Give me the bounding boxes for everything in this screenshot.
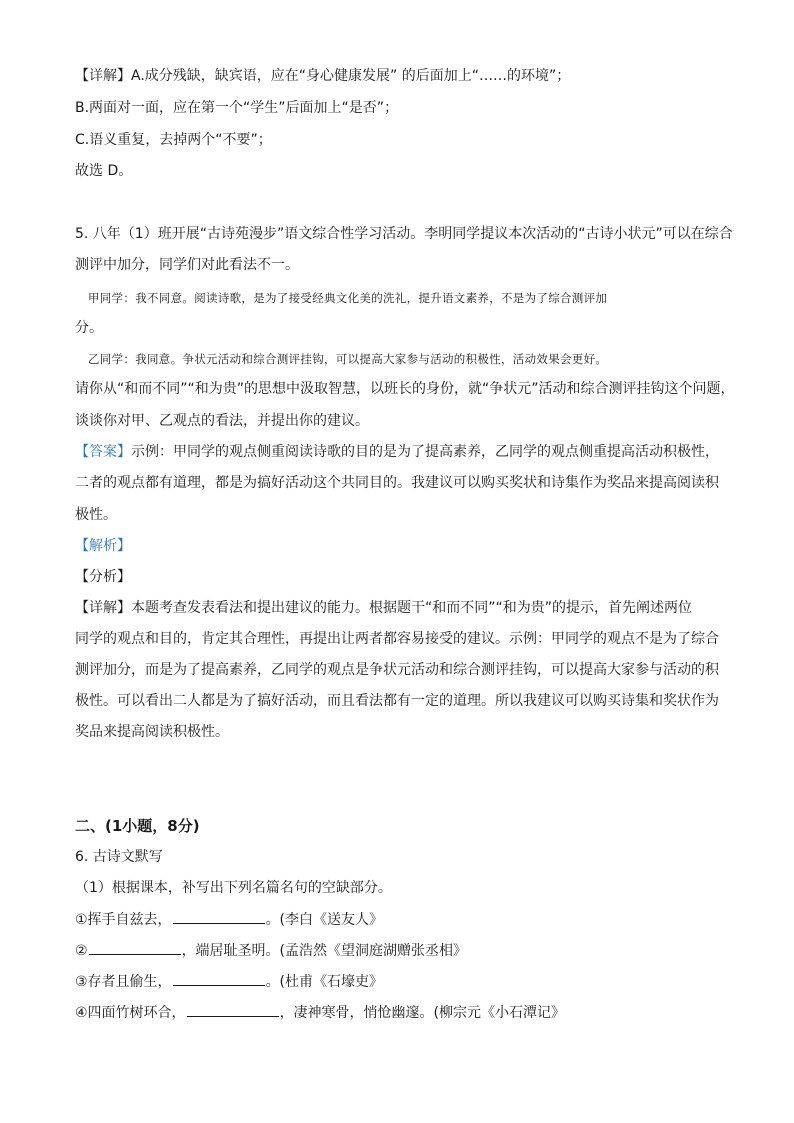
fenxi-label: 【分析】 xyxy=(75,569,131,585)
q5-ask-line-2: 谈谈你对甲、乙观点的看法，并提出你的建议。 xyxy=(75,413,369,429)
item-1-suffix: 。(李白《送友人》 xyxy=(265,912,384,928)
item-2-suffix: ，端居耻圣明。(孟浩然《望洞庭湖赠张丞相》 xyxy=(181,943,468,959)
q6-item-4 xyxy=(75,1002,565,1023)
q4-detail-a xyxy=(75,66,570,86)
item-4-suffix: ，凄神寒骨，悄怆幽邃。(柳宗元《小石潭记》 xyxy=(279,1005,566,1021)
q5-detail-line-4: 极性。可以看出二人都是为了搞好活动，而且看法都有一定的道理。所以我建议可以购买诗集和奖状作为 xyxy=(75,693,719,709)
q5-stem-line-1: 5. 八年（1）班开展“古诗苑漫步”语文综合性学习活动。李明同学提议本次活动的“古诗小状元”可以在综合 xyxy=(75,226,733,242)
q4-choice-text: 故选 D。 xyxy=(75,163,133,179)
q5-answer-line-3: 极性。 xyxy=(75,507,117,523)
q5-detail-line-1 xyxy=(75,598,692,618)
section-heading: 二、(1小题，8分) xyxy=(75,817,200,835)
item-4-prefix: ④四面竹树环合， xyxy=(75,1005,186,1021)
item-3-suffix: 。(杜甫《石壕吏》 xyxy=(265,974,384,990)
answer-label: 【答案】 xyxy=(75,444,131,460)
q4-option-a-text: A.成分残缺，缺宾语，应在“身心健康发展” 的后面加上“……的环境”； xyxy=(131,68,571,84)
answer-blank-1[interactable] xyxy=(173,909,265,924)
answer-blank-3[interactable] xyxy=(173,971,265,986)
q5-answer-line-2: 二者的观点都有道理，都是为搞好活动这个共同目的。我建议可以购买奖状和诗集作为奖品来提高阅读积 xyxy=(75,475,719,491)
q6-item-1 xyxy=(75,909,383,930)
detail-label: 【详解】 xyxy=(75,600,131,616)
q5-detail-line-5: 奖品来提高阅读积极性。 xyxy=(75,724,229,740)
q4-option-c-text: C.语义重复，去掉两个“不要”； xyxy=(75,132,272,148)
detail-text: 本题考查发表看法和提出建议的能力。根据题干“和而不同”“和为贵”的提示，首先阐述两位 xyxy=(131,600,693,616)
answer-blank-4[interactable] xyxy=(187,1002,279,1017)
q6-instruction: （1）根据课本，补写出下列名篇名句的空缺部分。 xyxy=(75,880,392,896)
q5-jia-line-2: 分。 xyxy=(75,320,103,336)
q5-ask-line-1: 请你从“和而不同”“和为贵”的思想中汲取智慧，以班长的身份，就“争状元”活动和综合测评挂钩这个问题， xyxy=(75,381,735,397)
answer-blank-2[interactable] xyxy=(89,940,181,955)
q5-jia-line-1: 甲同学：我不同意。阅读诗歌，是为了接受经典文化美的洗礼，提升语文素养，不是为了综合测评加 xyxy=(88,291,608,305)
q5-detail-line-3: 测评加分，而是为了提高素养，乙同学的观点是争状元活动和综合测评挂钩，可以提高大家参与活动的积 xyxy=(75,662,719,678)
detail-label: 【详解】 xyxy=(75,68,131,84)
q5-answer-line-1 xyxy=(75,442,719,462)
q4-option-b-text: B.两面对一面，应在第一个“学生”后面加上“是否”； xyxy=(75,100,399,116)
answer-text: 示例：甲同学的观点侧重阅读诗歌的目的是为了提高素养，乙同学的观点侧重提高活动积极性， xyxy=(131,444,719,460)
q5-detail-line-2: 同学的观点和目的，肯定其合理性，再提出让两者都容易接受的建议。示例：甲同学的观点不是为了综合 xyxy=(75,631,719,647)
item-1-prefix: ①挥手自兹去， xyxy=(75,912,172,928)
q5-stem-line-2: 测评中加分，同学们对此看法不一。 xyxy=(75,257,299,273)
jiexi-label: 【解析】 xyxy=(75,538,131,554)
item-2-prefix: ② xyxy=(75,943,88,959)
q6-title: 6. 古诗文默写 xyxy=(75,849,163,865)
q6-item-3 xyxy=(75,971,383,992)
item-3-prefix: ③存者且偷生， xyxy=(75,974,172,990)
q5-yi-line: 乙同学：我同意。争状元活动和综合测评挂钩，可以提高大家参与活动的积极性，活动效果会更好。 xyxy=(88,352,608,366)
q6-item-2 xyxy=(75,940,467,961)
